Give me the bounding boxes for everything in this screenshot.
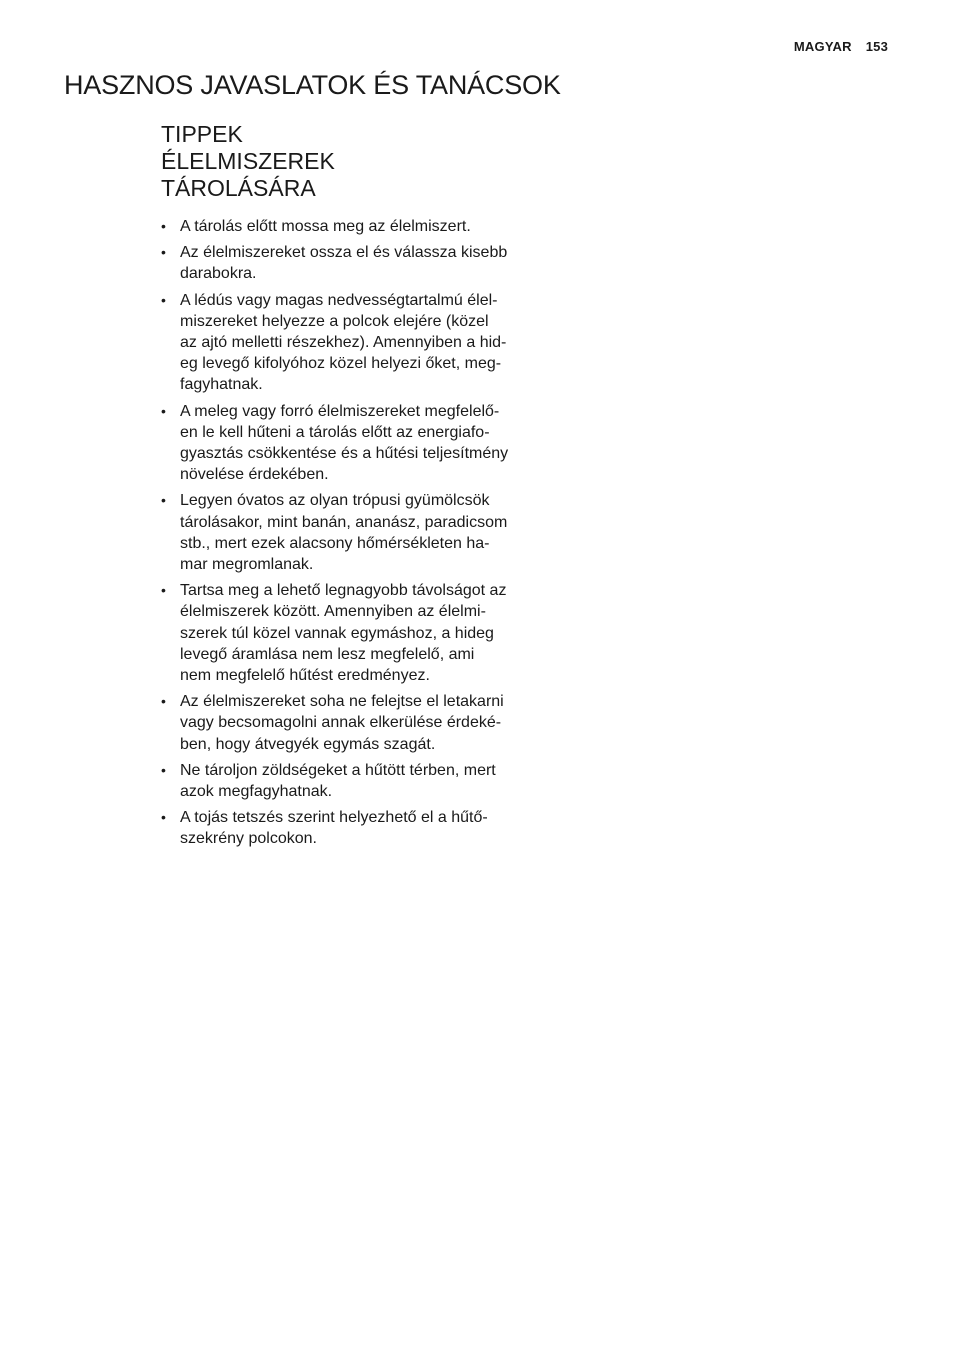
tip-text-line: ben, hogy átvegyék egymás szagát. xyxy=(180,735,436,753)
bullet-icon: • xyxy=(161,693,166,710)
tip-text-line: A tojás tetszés szerint helyezhető el a hűtő- xyxy=(180,809,488,827)
tip-text-line: Ne tároljon zöldségeket a hűtött térben, mert xyxy=(180,761,496,779)
page-number: 153 xyxy=(865,39,888,54)
main-title: HASZNOS JAVASLATOK ÉS TANÁCSOK xyxy=(64,70,561,100)
page-header xyxy=(794,39,888,54)
section-title-line-1: TIPPEK ÉLELMISZEREK xyxy=(161,121,335,174)
tip-list-item xyxy=(161,807,518,849)
section-title-line-2: TÁROLÁSÁRA xyxy=(161,175,316,201)
tip-text-line: nem megfelelő hűtést eredményez. xyxy=(180,667,430,685)
tip-text-line: vagy becsomagolni annak elkerülése érdeké- xyxy=(180,714,502,732)
tip-text-line: stb., mert ezek alacsony hőmérsékleten ha- xyxy=(180,534,490,552)
tip-list-item xyxy=(161,290,518,396)
tip-list-item xyxy=(161,760,518,802)
tip-text-line: eg levegő kifolyóhoz közel helyezi őket, meg- xyxy=(180,355,502,373)
tip-text-line: az ajtó melletti részekhez). Amennyiben a hid- xyxy=(180,334,507,352)
tip-text-line: A tárolás előtt mossa meg az élelmiszert. xyxy=(180,218,471,235)
tip-text-line: miszereket helyezze a polcok elejére (közel xyxy=(180,312,489,330)
tip-text-line: Az élelmiszereket soha ne felejtse el letakarni xyxy=(180,693,504,711)
bullet-icon: • xyxy=(161,291,166,308)
tip-text-line: gyasztás csökkentése és a hűtési teljesítmény xyxy=(180,445,509,463)
tip-text-line: tárolásakor, mint banán, ananász, paradicsom xyxy=(180,513,508,531)
tip-text-line: levegő áramlása nem lesz megfelelő, ami xyxy=(180,645,475,663)
tip-list-item xyxy=(161,490,518,575)
tip-list-item xyxy=(161,691,518,755)
storage-tips-section xyxy=(161,121,521,855)
tip-text-line: növelése érdekében. xyxy=(180,466,329,484)
tip-list-item xyxy=(161,242,518,284)
bullet-icon: • xyxy=(161,244,166,261)
tip-text-line: azok megfagyhatnak. xyxy=(180,783,333,801)
tip-text-line: fagyhatnak. xyxy=(180,376,263,394)
bullet-icon: • xyxy=(161,761,166,778)
bullet-icon: • xyxy=(161,402,166,419)
tip-text-line: Legyen óvatos az olyan trópusi gyümölcsök xyxy=(180,492,490,510)
language-label: MAGYAR xyxy=(793,39,852,54)
tip-list-item xyxy=(161,216,518,237)
bullet-icon: • xyxy=(161,809,166,826)
tip-list-item xyxy=(161,580,518,686)
section-title xyxy=(161,121,421,202)
tip-text-line: A lédús vagy magas nedvességtartalmú élel- xyxy=(180,291,498,309)
bullet-icon: • xyxy=(161,582,166,599)
tip-text-line: Az élelmiszereket ossza el és válassza kisebb xyxy=(180,244,508,262)
tip-text-line: darabokra. xyxy=(180,265,257,283)
bullet-icon: • xyxy=(161,492,166,509)
tip-list-item xyxy=(161,401,518,486)
tip-text-line: en le kell hűteni a tárolás előtt az energiafo- xyxy=(180,423,490,441)
tip-text-line: Tartsa meg a lehető legnagyobb távolságot az xyxy=(180,582,507,600)
tip-text-line: mar megromlanak. xyxy=(180,556,314,574)
tip-text-line: szekrény polcokon. xyxy=(180,830,317,848)
bullet-icon: • xyxy=(161,218,166,234)
tips-list xyxy=(161,216,521,850)
tip-text-line: szerek túl közel vannak egymáshoz, a hideg xyxy=(180,624,494,642)
tip-text-line: élelmiszerek között. Amennyiben az élelmi- xyxy=(180,603,486,621)
tip-text-line: A meleg vagy forró élelmiszereket megfelelő- xyxy=(180,402,500,420)
